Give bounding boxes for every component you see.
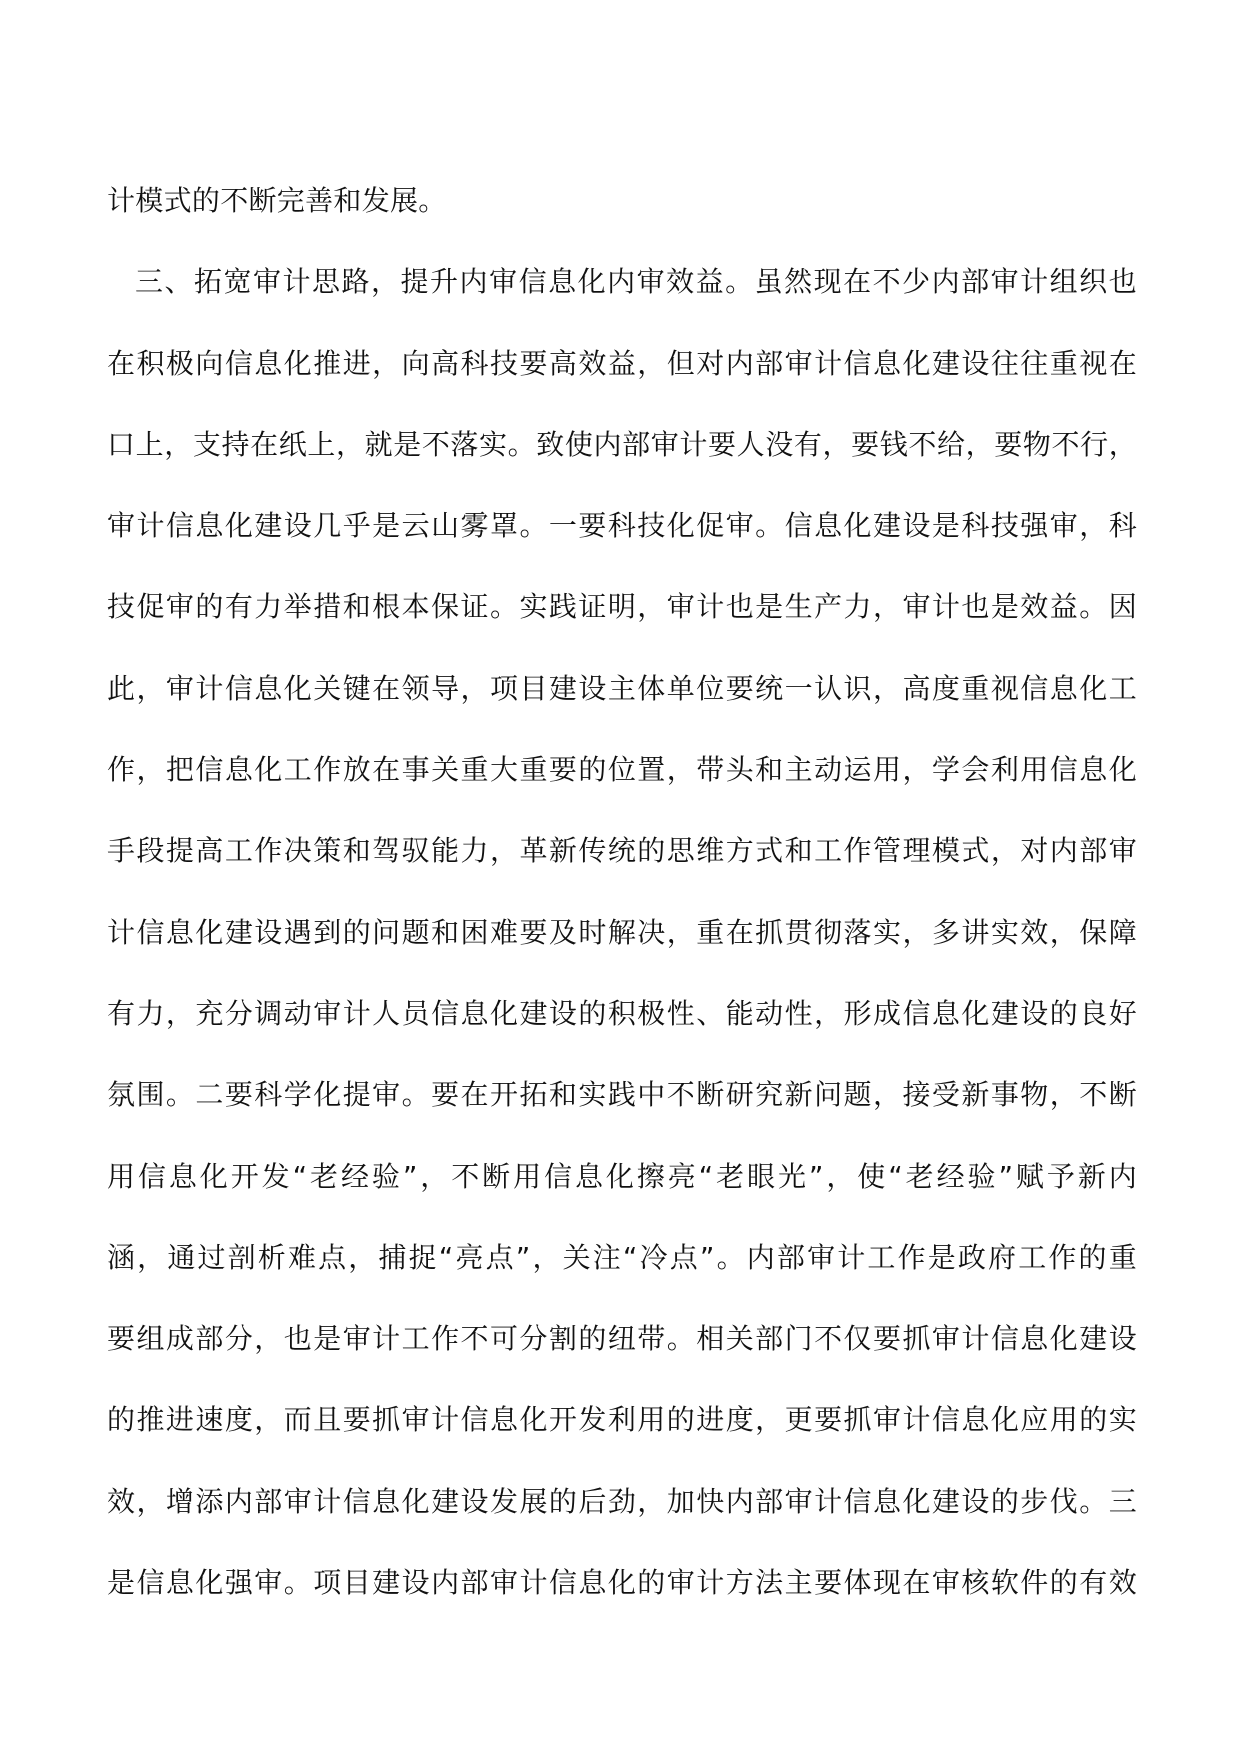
text-line-14: 涵，通过剖析难点，捕捉“亮点”，关注“冷点”。内部审计工作是政府工作的重 [107,1240,1137,1274]
text-line-10: 计信息化建设遇到的问题和困难要及时解决，重在抓贯彻落实，多讲实效，保障 [107,915,1137,949]
text-line-15: 要组成部分，也是审计工作不可分割的纽带。相关部门不仅要抓审计信息化建设 [107,1322,1137,1356]
text-line-16: 的推进速度，而且要抓审计信息化开发利用的进度，更要抓审计信息化应用的实 [107,1403,1137,1437]
text-line-5: 审计信息化建设几乎是云山雾罩。一要科技化促审。信息化建设是科技强审，科 [107,509,1137,543]
text-line-6: 技促审的有力举措和根本保证。实践证明，审计也是生产力，审计也是效益。因 [107,590,1137,624]
text-line-13: 用信息化开发“老经验”，不断用信息化擦亮“老眼光”，使“老经验”赋予新内 [107,1159,1137,1193]
body-text [107,160,1137,1623]
text-line-1: 计模式的不断完善和发展。 [107,184,447,217]
text-line-9: 手段提高工作决策和驾驭能力，革新传统的思维方式和工作管理模式，对内部审 [107,834,1137,868]
text-line-3: 在积极向信息化推进，向高科技要高效益，但对内部审计信息化建设往往重视在 [107,346,1137,380]
text-line-18: 是信息化强审。项目建设内部审计信息化的审计方法主要体现在审核软件的有效 [107,1566,1137,1600]
text-line-8: 作，把信息化工作放在事关重大重要的位置，带头和主动运用，学会利用信息化 [107,753,1137,787]
text-line-12: 氛围。二要科学化提审。要在开拓和实践中不断研究新问题，接受新事物，不断 [107,1078,1137,1112]
text-line-2: 三、拓宽审计思路，提升内审信息化内审效益。虽然现在不少内部审计组织也 [135,265,1137,299]
text-line-11: 有力，充分调动审计人员信息化建设的积极性、能动性，形成信息化建设的良好 [107,996,1137,1030]
text-line-4: 口上，支持在纸上，就是不落实。致使内部审计要人没有，要钱不给，要物不行， [107,427,1137,461]
text-line-17: 效，增添内部审计信息化建设发展的后劲，加快内部审计信息化建设的步伐。三 [107,1484,1137,1518]
text-line-7: 此，审计信息化关键在领导，项目建设主体单位要统一认识，高度重视信息化工 [107,671,1137,705]
